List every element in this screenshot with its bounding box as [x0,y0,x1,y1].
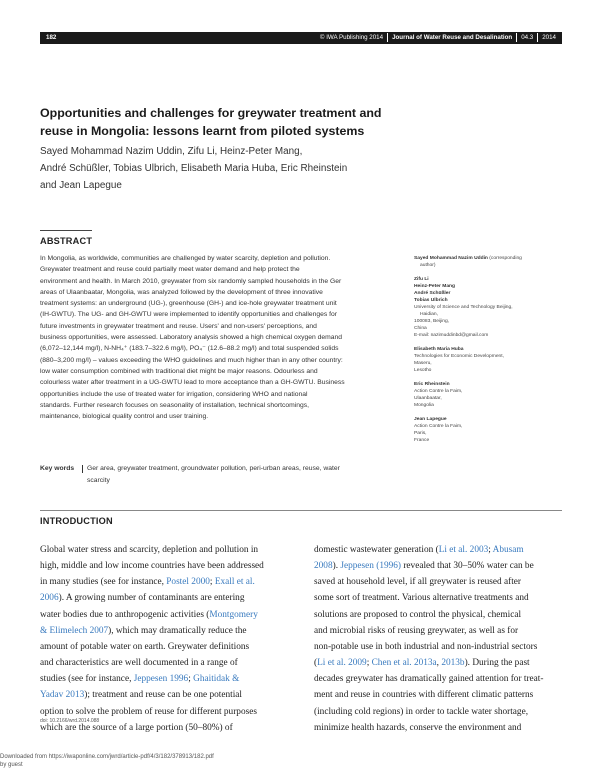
affiliation-text: University of Science and Technology Beijing, [414,305,513,311]
body-text: ); treatment and reuse can be one potential [84,690,242,701]
doi: doi: 10.2166/wrd.2014.088 [40,718,100,724]
body-line [40,558,283,574]
body-text: ), which may dramatically reduce the [108,625,247,636]
body-line [40,671,283,687]
body-text: non-potable use in both industrial and non-industrial sectors [314,641,538,652]
keywords-label: Key words [40,465,75,472]
author-name: Tobias Ulbrich [414,297,448,303]
citation-link[interactable]: Chen et al. 2013a [371,658,437,669]
keywords-text [87,463,395,486]
copyright: © IWA Publishing 2014 [319,34,384,41]
abstract-line: business opportunities, were assessed. Laboratory analysis showed a high chemical oxygen demand [40,334,343,342]
affiliation-line [414,430,564,437]
abstract-line: colourless water after treatment in a UG-GWTU lead to more acceptance than a GH-GWTU. Business [40,379,345,387]
body-line [314,671,560,687]
affiliation-block [414,255,564,269]
affiliation-line [414,297,564,304]
affiliation-text: E-mail: nazimuddinbd@gmail.com [414,333,489,339]
download-line: by guest [0,761,23,768]
abstract-line: low water consumption combined with traditional diet might be major reasons. Odourless and [40,367,318,375]
body-text: saved at household level, if all greywater is reused after [314,577,522,588]
affiliation-line [414,276,564,283]
body-text: minimize health hazards, conserve the environment and [314,722,522,733]
body-text: ; [188,674,194,685]
body-text: and characteristics are well documented in a range of [40,658,238,669]
body-text: ). During the past [464,658,530,669]
citation-link[interactable]: Ghaitidak & [193,674,240,685]
body-text: domestic wastewater generation ( [314,545,439,555]
body-line [314,542,560,558]
intro-right-column [314,542,560,736]
body-line [314,574,560,590]
paper-title [40,104,560,140]
affiliation-line [414,353,564,360]
affiliation-block [414,381,564,409]
affiliation-text: Action Contre la Faim, [414,423,463,429]
affiliation-text: author) [420,263,436,269]
affiliation-line [414,346,564,353]
citation-link[interactable]: Postel 2000 [166,577,210,588]
author-name: Eric Rheinstein [414,381,450,387]
citation-link[interactable]: Li et al. 2009 [317,658,367,669]
affiliation-line [414,304,564,311]
body-text: in many studies (see for instance, [40,577,167,588]
affiliation-block [414,276,564,340]
body-text: ( [314,658,318,669]
abstract-heading: ABSTRACT [40,236,93,246]
body-text: (including cold regions) in order to tackle water shortage, [314,706,529,717]
section-divider [40,510,562,511]
affiliation-line [414,437,564,444]
affiliation-text: Action Contre la Faim, [414,389,463,394]
body-line [40,574,283,590]
keywords-line: Ger area, greywater treatment, groundwater pollution, peri-urban areas, reuse, water [87,465,340,472]
author-name: Sayed Mohammad Nazim Uddin [414,256,488,261]
abstract-body [40,253,395,422]
body-text: some sort of treatment. Various alternative treatments and [314,593,529,604]
abstract-line: future investments in greywater treatment and reuse. Users' and non-users' perceptions, and [40,322,317,330]
body-text: and microbial risks of reusing greywater, as well as for [314,625,519,636]
author-list [40,143,560,194]
author-name: Jean Lapegue [414,416,447,422]
affiliation-text: Mongolia [414,403,434,409]
title-line: reuse in Mongolia: lessons learnt from piloted systems [40,124,365,138]
download-notice [0,754,214,769]
intro-left-column [40,542,283,736]
affiliation-text: Ulaanbaatar, [414,396,442,402]
body-text: ment and reuse in countries with different climatic patterns [314,690,534,701]
affiliation-text: Maseru, [414,361,432,367]
body-text: , [436,658,442,669]
citation-link[interactable]: & Elimelech 2007 [40,625,109,636]
affiliation-block [414,416,564,444]
body-text: option to solve the problem of reuse for different purposes [40,706,257,717]
citation-link[interactable]: Yadav 2013 [40,690,85,701]
affiliation-line [414,416,564,423]
citation-link[interactable]: Exall et al. [214,577,255,588]
abstract-line: opportunities include the use of treated water for irrigation, considering WHO and national [40,390,308,398]
affiliation-text: Haidian, [420,312,438,318]
abstract-line: In Mongolia, as worldwide, communities are challenged by water scarcity, depletion and pollution. [40,255,331,262]
body-line [314,607,560,623]
body-line [314,704,560,720]
title-line: Opportunities and challenges for greywater treatment and [40,106,382,120]
abstract-line: (IH-GWTU). The UG- and GH-GWTU were implemented to identify opportunities and challenges for [40,311,337,319]
introduction-heading: INTRODUCTION [40,516,113,526]
body-text: ). [332,561,341,572]
citation-link[interactable]: Montgomery [209,609,258,620]
abstract-line: Greywater treatment and reuse could partially meet water demand and help protect the [40,266,300,274]
body-line [314,655,560,671]
body-text: ; [488,545,493,555]
body-line [314,639,560,655]
affiliation-text: Lesotho [414,368,432,374]
affiliation-line [414,283,564,290]
affiliation-line [414,290,564,297]
body-line [314,687,560,703]
abstract-line: (6,072–12,144 mg/l), N-NH₄⁺ (183.7–322.6 mg/l), PO₄⁻ (12.6–88.2 mg/l) and total suspended solids [40,345,339,353]
abstract-rule [40,230,92,231]
body-text: ; [366,658,372,669]
abstract-line: standards. Further research focuses on seasonality of installation, technical shortcomings, [40,401,310,409]
body-line [40,639,283,655]
download-line: Downloaded from https://iwaponline.com/jwrd/article-pdf/4/3/182/378913/182.pdf [0,754,214,760]
page-number: 182 [46,34,57,41]
affiliations [414,255,564,451]
affiliation-line [414,388,564,395]
body-line [314,590,560,606]
keywords-divider [82,465,83,473]
affiliation-line [414,367,564,374]
keywords-line: scarcity [87,476,110,484]
citation-link[interactable]: Jeppesen 1996 [133,674,189,685]
journal-header-bar [40,32,562,44]
affiliation-text: 100083, Beijing, [414,319,450,325]
body-line [40,655,283,671]
body-line [314,623,560,639]
citation-link[interactable]: 2006 [40,593,59,604]
affiliation-line [414,381,564,388]
journal-name: Journal of Water Reuse and Desalination [392,34,513,41]
body-line [40,542,283,558]
journal-year: 2014 [542,34,556,41]
body-text: decades greywater has dramatically gained attention for treat- [314,674,544,685]
body-line [40,687,283,703]
body-line [314,558,560,574]
author-name: Zifu Li [414,276,429,282]
affiliation-text: China [414,326,427,332]
affiliation-line [414,395,564,402]
affiliation-line [414,255,564,262]
body-text: studies (see for instance, [40,674,134,685]
citation-link[interactable]: Jeppesen (1996) [340,561,402,572]
abstract-line: areas of Ulaanbaatar, Mongolia, was analyzed followed by the development of three innovative [40,288,323,296]
author-line: Sayed Mohammad Nazim Uddin, Zifu Li, Heinz-Peter Mang, [40,146,303,157]
author-name: Elisabeth Maria Huba [414,347,464,353]
body-text: high, middle and low income countries have been addressed [40,561,264,572]
author-line: André Schüßler, Tobias Ulbrich, Elisabeth Maria Huba, Eric Rheinstein [40,163,348,174]
citation-link[interactable]: Abusam [492,545,524,555]
body-text: Global water stress and scarcity, depletion and pollution in [40,545,259,555]
body-line [40,607,283,623]
body-line [40,623,283,639]
citation-link[interactable]: Li et al. 2003 [438,545,489,555]
author-name: Heinz-Peter Mang [414,283,456,289]
body-text: water bodies due to anthropogenic activities ( [40,609,210,620]
affiliation-line [414,423,564,430]
body-text: ; [209,577,215,588]
body-text: solutions are proposed to control the physical, chemical [314,609,522,620]
affiliation-text: Paris, [414,430,427,436]
affiliation-text: France [414,438,430,444]
abstract-line: treatment systems: an underground (UG-), greenhouse (GH-) and ice-hole greywater treatment unit [40,300,337,308]
affiliation-line [414,262,564,269]
affiliation-line [414,402,564,409]
affiliation-text: Technologies for Economic Development, [414,354,504,360]
affiliation-line [414,325,564,332]
abstract-line: (880–3,200 mg/l) – values exceeding the WHO guidelines and much higher than in any other country: [40,356,343,364]
citation-link[interactable]: 2008 [314,561,333,572]
body-line [40,590,283,606]
author-line: and Jean Lapegue [40,180,122,191]
citation-link[interactable]: 2013b [441,658,465,669]
affiliation-line [414,318,564,325]
abstract-line: maintenance, biological quality control and user training. [40,413,209,421]
affiliation-line [414,332,564,339]
affiliation-line [414,360,564,367]
corresponding-note: (corresponding [487,256,522,261]
author-name: André Schüßler [414,290,451,296]
journal-citation [320,32,556,44]
affiliation-line [414,311,564,318]
journal-issue: 04.3 [521,34,534,41]
abstract-line: environment and health. In March 2010, greywater from six randomly sampled households in the Ger [40,277,342,285]
body-line [314,720,560,736]
body-text: ). A growing number of contaminants are entering [58,593,245,604]
body-text: amount of potable water on earth. Greywater definitions [40,641,250,652]
body-text: which are the source of a large portion (50–80%) of [40,722,233,733]
affiliation-block [414,346,564,374]
body-text: revealed that 30–50% water can be [401,561,534,572]
